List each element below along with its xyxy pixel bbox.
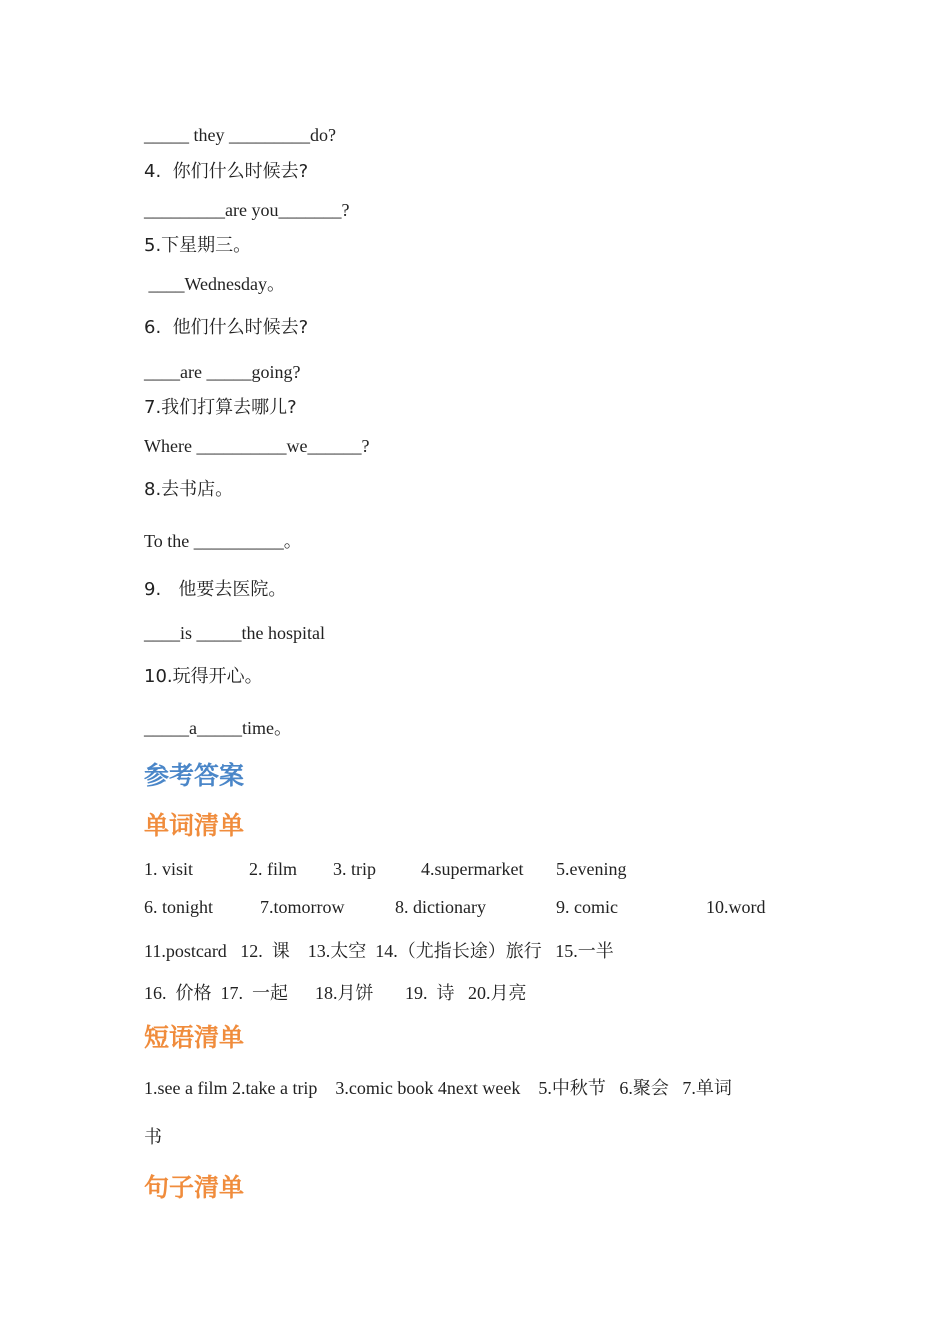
exercise-line: _____a_____time。 <box>144 718 292 738</box>
exercise-line: To the __________。 <box>144 531 302 551</box>
word-list-heading: 单词清单 <box>144 811 245 840</box>
word-item: 7.tomorrow <box>260 897 345 917</box>
exercise-question: 4. 你们什么时候去? <box>144 161 309 182</box>
phrase-row: 书 <box>144 1127 162 1147</box>
phrase-row: 1.see a film 2.take a trip 3.comic book 4next week 5.中秋节 6.聚会 7.单词 <box>144 1078 732 1098</box>
answer-heading: 参考答案 <box>144 761 245 790</box>
word-item: 9. comic <box>556 897 618 917</box>
word-item: 2. film <box>249 859 297 879</box>
word-item: 6. tonight <box>144 897 214 917</box>
exercise-question: 6. 他们什么时候去? <box>144 317 309 338</box>
exercise-question: 8.去书店。 <box>144 479 234 500</box>
exercise-question: 5.下星期三。 <box>144 235 252 256</box>
phrase-list-heading: 短语清单 <box>144 1023 245 1052</box>
word-row: 11.postcard 12. 课 13.太空 14.（尤指长途）旅行 15.一半 <box>144 941 614 961</box>
word-item: 1. visit <box>144 859 194 879</box>
word-item: 4.supermarket <box>421 859 524 879</box>
word-item: 8. dictionary <box>395 897 486 917</box>
exercise-line: Where __________we______? <box>144 436 370 456</box>
word-row: 16. 价格 17. 一起 18.月饼 19. 诗 20.月亮 <box>144 983 527 1003</box>
word-item: 3. trip <box>333 859 376 879</box>
exercise-line: ____is _____the hospital <box>144 623 325 643</box>
exercise-line: _________are you_______? <box>144 200 350 220</box>
exercise-question: 10.玩得开心。 <box>144 666 263 687</box>
word-item: 5.evening <box>556 859 627 879</box>
exercise-question: 9. 他要去医院。 <box>144 579 287 600</box>
exercise-question: 7.我们打算去哪儿? <box>144 397 297 418</box>
exercise-line: ____are _____going? <box>144 362 301 382</box>
exercise-line: _____ they _________do? <box>144 125 336 145</box>
sentence-list-heading: 句子清单 <box>144 1173 245 1202</box>
word-item: 10.word <box>706 897 766 917</box>
exercise-line: ____Wednesday。 <box>144 274 286 294</box>
